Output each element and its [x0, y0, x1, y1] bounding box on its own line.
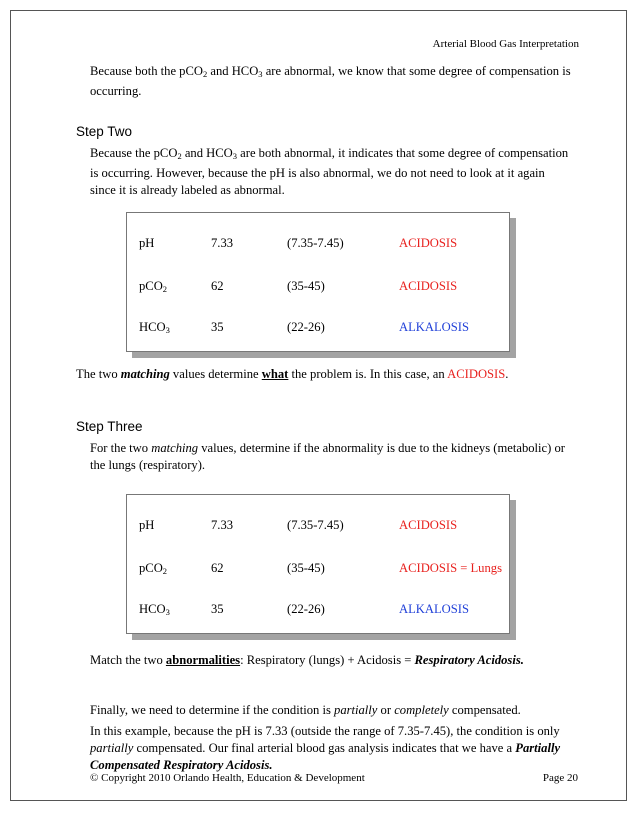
- param-value: 7.33: [211, 236, 234, 250]
- param-status: ALKALOSIS: [399, 320, 469, 334]
- step-two-table: [126, 212, 510, 352]
- intro-paragraph: Because both the pCO$_2$ and $HCO_3$ are abnormal, we know that some degree of compensation is occurring.: [90, 64, 571, 98]
- param-range: (35-45): [287, 279, 325, 293]
- step-three-heading: Step Three: [76, 419, 143, 434]
- running-header: Arterial Blood Gas Interpretation: [432, 38, 579, 50]
- footer-copyright: © Copyright 2010 Orlando Health, Education & Development: [90, 772, 365, 784]
- param-value: 35: [211, 320, 224, 334]
- param-value: 35: [211, 602, 224, 616]
- param-value: 62: [211, 279, 224, 293]
- match-sentence: Match the two abnormalities: Respiratory (lungs) + Acidosis = Respiratory Acidosis.: [90, 653, 524, 667]
- param-name: pCO$_2$: [139, 279, 168, 294]
- param-status: ACIDOSIS: [399, 279, 458, 293]
- param-name: pCO$_2$: [139, 561, 168, 576]
- param-status: ALKALOSIS: [399, 602, 469, 616]
- step-three-paragraph: For the two matching values, determine if the abnormality is due to the kidneys (metabolic) or the lungs (respiratory).: [90, 441, 565, 472]
- footer-page-number: Page 20: [542, 772, 578, 784]
- step-two-heading: Step Two: [76, 124, 133, 139]
- param-name: $HCO_3$: [139, 602, 170, 617]
- param-status: ACIDOSIS: [399, 236, 458, 250]
- param-range: (7.35-7.45): [287, 236, 344, 250]
- param-range: (7.35-7.45): [287, 518, 344, 532]
- param-value: 62: [211, 561, 224, 575]
- step-two-paragraph: Because the pCO$_2$ and $HCO_3$ are both abnormal, it indicates that some degree of compensation is occurring. However, because the pH is also abnormal, we do not need to look at it again since it is already labeled as abnormal.: [90, 146, 569, 197]
- param-status: ACIDOSIS = Lungs: [399, 561, 502, 575]
- param-name: pH: [139, 236, 155, 250]
- param-name: pH: [139, 518, 155, 532]
- param-range: (35-45): [287, 561, 325, 575]
- param-range: (22-26): [287, 320, 325, 334]
- finally-sentence: Finally, we need to determine if the condition is partially or completely compensated.: [90, 703, 521, 717]
- param-value: 7.33: [211, 518, 234, 532]
- step-three-table: [126, 494, 510, 634]
- param-range: (22-26): [287, 602, 325, 616]
- step-two-conclusion: The two matching values determine what the problem is. In this case, an ACIDOSIS.: [76, 367, 509, 381]
- param-name: $HCO_3$: [139, 320, 170, 335]
- param-status: ACIDOSIS: [399, 518, 458, 532]
- final-analysis-paragraph: In this example, because the pH is 7.33 (outside the range of 7.35-7.45), the condition is only partially compensated. Our final arterial blood gas analysis indicates that we have a Partially Compensated Respiratory Acidosis.: [90, 724, 561, 772]
